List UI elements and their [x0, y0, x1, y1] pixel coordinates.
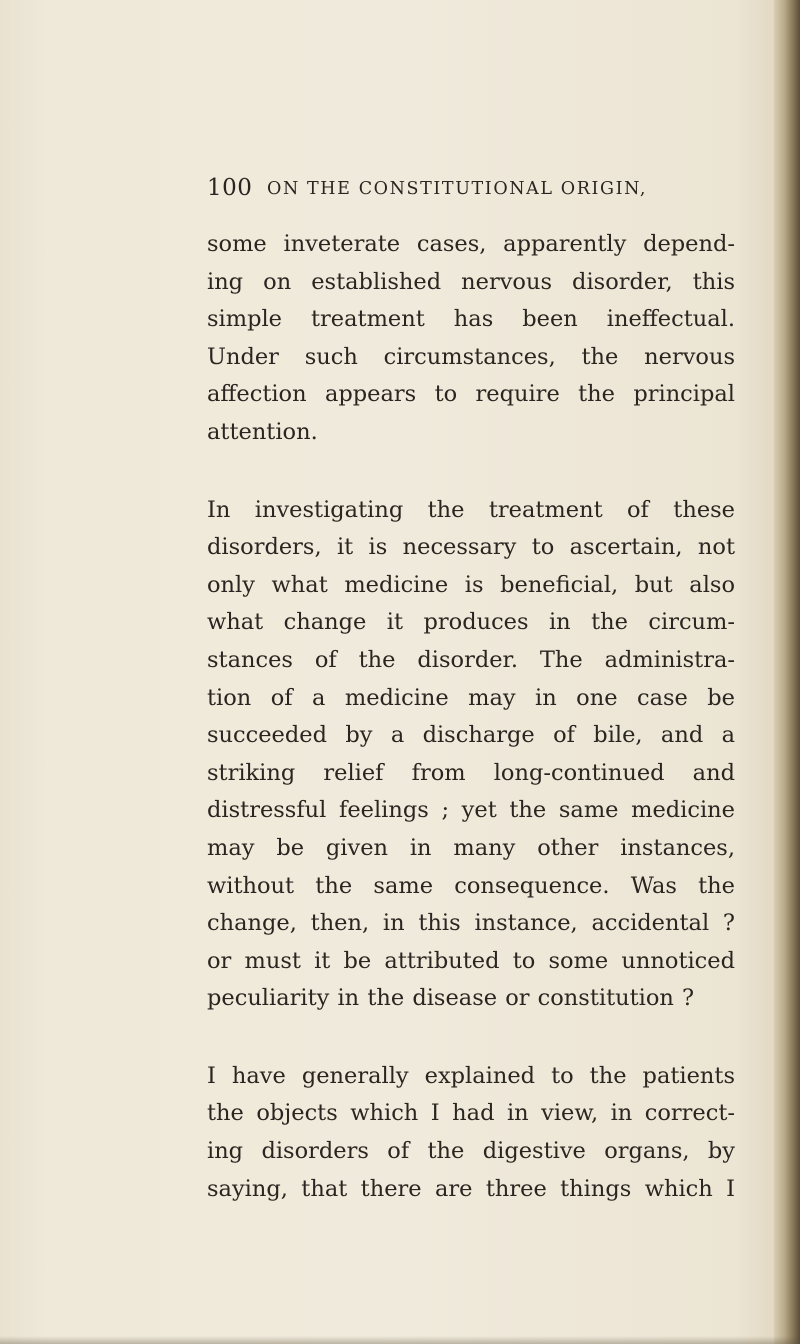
text-line: succeeded by a discharge of bile, and a [207, 722, 735, 749]
text-line: or must it be attributed to some unnoticed [207, 947, 735, 974]
running-title: ON THE CONSTITUTIONAL ORIGIN, [267, 179, 648, 199]
text-line: Under such circumstances, the nervous [207, 343, 735, 370]
text-line: I have generally explained to the patients [207, 1062, 735, 1089]
text-line: the objects which I had in view, in correct- [207, 1100, 735, 1127]
paragraph-2 [207, 492, 735, 1018]
text-line: disorders, it is necessary to ascertain, not [207, 534, 735, 561]
text-line: ing disorders of the digestive organs, by [207, 1138, 735, 1165]
text-line: simple treatment has been ineffectual. [207, 306, 735, 333]
page-edge-shadow [774, 0, 800, 1344]
text-line: some inveterate cases, apparently depend- [207, 231, 735, 257]
text-line: peculiarity in the disease or constitution ? [207, 985, 695, 1012]
text-line: without the same consequence. Was the [207, 872, 735, 899]
text-line: change, then, in this instance, accidental ? [207, 910, 735, 937]
page-bottom-shadow [0, 1336, 800, 1344]
text-line: only what medicine is beneficial, but also [207, 571, 735, 598]
text-line: affection appears to require the principal [207, 381, 735, 408]
page-number: 100 [207, 175, 253, 201]
text-line: saying, that there are three things which I [207, 1175, 735, 1202]
text-line: striking relief from long-continued and [207, 759, 735, 786]
running-head [207, 172, 667, 204]
text-line: tion of a medicine may in one case be [207, 684, 735, 711]
text-line: ing on established nervous disorder, this [207, 268, 735, 295]
text-line: In investigating the treatment of these [207, 496, 735, 523]
body-text [207, 226, 735, 1208]
text-line: may be given in many other instances, [207, 834, 735, 861]
text-line: attention. [207, 418, 318, 445]
text-line: what change it produces in the circum- [207, 609, 735, 636]
paragraph-3 [207, 1058, 735, 1208]
paragraph-1 [207, 226, 735, 452]
text-line: distressful feelings ; yet the same medicine [207, 797, 735, 824]
text-line: stances of the disorder. The administra- [207, 646, 735, 673]
